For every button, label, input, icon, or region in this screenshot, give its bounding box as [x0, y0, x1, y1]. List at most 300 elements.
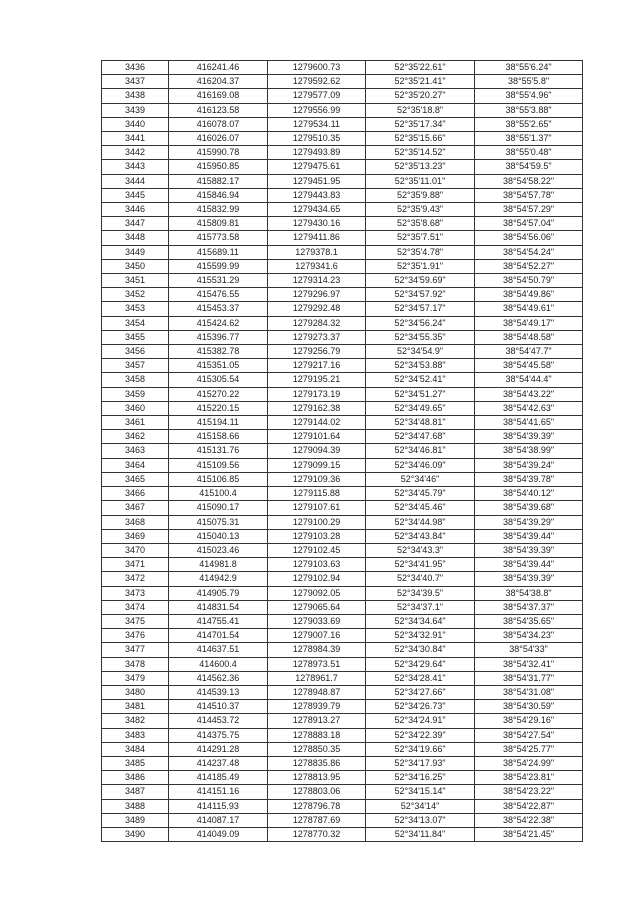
longitude-cell: 38°54'40.12" — [475, 487, 583, 501]
y-coordinate-cell: 1279217.16 — [268, 359, 366, 373]
point-number-cell: 3475 — [102, 614, 169, 628]
longitude-cell: 38°54'48.58" — [475, 330, 583, 344]
latitude-cell: 52°34'45.46" — [366, 501, 475, 515]
y-coordinate-cell: 1279556.99 — [268, 103, 366, 117]
longitude-cell: 38°55'0.48" — [475, 146, 583, 160]
latitude-cell: 52°34'54.9" — [366, 345, 475, 359]
longitude-cell: 38°54'31.08" — [475, 685, 583, 699]
x-coordinate-cell: 416169.08 — [169, 89, 268, 103]
point-number-cell: 3437 — [102, 75, 169, 89]
longitude-cell: 38°54'54.24" — [475, 245, 583, 259]
y-coordinate-cell: 1279296.97 — [268, 288, 366, 302]
longitude-cell: 38°54'39.78" — [475, 472, 583, 486]
x-coordinate-cell: 415453.37 — [169, 302, 268, 316]
y-coordinate-cell: 1279033.69 — [268, 614, 366, 628]
table-row — [102, 643, 583, 657]
point-number-cell: 3455 — [102, 330, 169, 344]
x-coordinate-cell: 416241.46 — [169, 61, 268, 75]
table-row — [102, 657, 583, 671]
latitude-cell: 52°34'16.25" — [366, 771, 475, 785]
point-number-cell: 3440 — [102, 117, 169, 131]
x-coordinate-cell: 415689.11 — [169, 245, 268, 259]
point-number-cell: 3448 — [102, 231, 169, 245]
latitude-cell: 52°34'46" — [366, 472, 475, 486]
x-coordinate-cell: 415023.46 — [169, 543, 268, 557]
point-number-cell: 3487 — [102, 785, 169, 799]
y-coordinate-cell: 1279341.6 — [268, 259, 366, 273]
latitude-cell: 52°35'7.51" — [366, 231, 475, 245]
longitude-cell: 38°54'57.29" — [475, 203, 583, 217]
x-coordinate-cell: 416204.37 — [169, 75, 268, 89]
longitude-cell: 38°54'41.65" — [475, 416, 583, 430]
longitude-cell: 38°54'57.04" — [475, 217, 583, 231]
y-coordinate-cell: 1279256.79 — [268, 345, 366, 359]
longitude-cell: 38°54'39.39" — [475, 430, 583, 444]
latitude-cell: 52°34'46.09" — [366, 458, 475, 472]
longitude-cell: 38°54'27.54" — [475, 728, 583, 742]
x-coordinate-cell: 415809.81 — [169, 217, 268, 231]
longitude-cell: 38°54'30.59" — [475, 700, 583, 714]
longitude-cell: 38°54'38.8" — [475, 586, 583, 600]
longitude-cell: 38°54'32.41" — [475, 657, 583, 671]
table-row — [102, 515, 583, 529]
y-coordinate-cell: 1278796.78 — [268, 799, 366, 813]
latitude-cell: 52°34'37.1" — [366, 600, 475, 614]
point-number-cell: 3467 — [102, 501, 169, 515]
y-coordinate-cell: 1279162.38 — [268, 401, 366, 415]
longitude-cell: 38°54'49.17" — [475, 316, 583, 330]
x-coordinate-cell: 415382.78 — [169, 345, 268, 359]
longitude-cell: 38°54'47.7" — [475, 345, 583, 359]
latitude-cell: 52°34'59.69" — [366, 274, 475, 288]
table-row — [102, 117, 583, 131]
x-coordinate-cell: 415305.54 — [169, 373, 268, 387]
table-row — [102, 174, 583, 188]
y-coordinate-cell: 1278984.39 — [268, 643, 366, 657]
latitude-cell: 52°35'13.23" — [366, 160, 475, 174]
point-number-cell: 3457 — [102, 359, 169, 373]
table-row — [102, 813, 583, 827]
table-row — [102, 785, 583, 799]
point-number-cell: 3463 — [102, 444, 169, 458]
point-number-cell: 3477 — [102, 643, 169, 657]
point-number-cell: 3447 — [102, 217, 169, 231]
table-row — [102, 487, 583, 501]
point-number-cell: 3464 — [102, 458, 169, 472]
table-row — [102, 316, 583, 330]
table-row — [102, 756, 583, 770]
point-number-cell: 3476 — [102, 629, 169, 643]
table-row — [102, 558, 583, 572]
x-coordinate-cell: 415106.85 — [169, 472, 268, 486]
y-coordinate-cell: 1279443.83 — [268, 188, 366, 202]
latitude-cell: 52°34'45.79" — [366, 487, 475, 501]
x-coordinate-cell: 415773.58 — [169, 231, 268, 245]
y-coordinate-cell: 1278939.79 — [268, 700, 366, 714]
table-row — [102, 61, 583, 75]
y-coordinate-cell: 1279284.32 — [268, 316, 366, 330]
longitude-cell: 38°54'52.27" — [475, 259, 583, 273]
table-row — [102, 288, 583, 302]
latitude-cell: 52°34'14" — [366, 799, 475, 813]
table-row — [102, 387, 583, 401]
y-coordinate-cell: 1279065.64 — [268, 600, 366, 614]
table-row — [102, 572, 583, 586]
longitude-cell: 38°54'34.23" — [475, 629, 583, 643]
table-row — [102, 799, 583, 813]
table-row — [102, 203, 583, 217]
latitude-cell: 52°34'13.07" — [366, 813, 475, 827]
latitude-cell: 52°35'8.68" — [366, 217, 475, 231]
y-coordinate-cell: 1279314.23 — [268, 274, 366, 288]
longitude-cell: 38°55'4.96" — [475, 89, 583, 103]
y-coordinate-cell: 1278883.18 — [268, 728, 366, 742]
y-coordinate-cell: 1279273.37 — [268, 330, 366, 344]
x-coordinate-cell: 415424.62 — [169, 316, 268, 330]
longitude-cell: 38°54'57.78" — [475, 188, 583, 202]
point-number-cell: 3486 — [102, 771, 169, 785]
point-number-cell: 3461 — [102, 416, 169, 430]
point-number-cell: 3489 — [102, 813, 169, 827]
point-number-cell: 3452 — [102, 288, 169, 302]
longitude-cell: 38°55'3.88" — [475, 103, 583, 117]
x-coordinate-cell: 415950.85 — [169, 160, 268, 174]
x-coordinate-cell: 414087.17 — [169, 813, 268, 827]
x-coordinate-cell: 415090.17 — [169, 501, 268, 515]
y-coordinate-cell: 1278813.95 — [268, 771, 366, 785]
x-coordinate-cell: 415075.31 — [169, 515, 268, 529]
longitude-cell: 38°54'37.37" — [475, 600, 583, 614]
x-coordinate-cell: 414905.79 — [169, 586, 268, 600]
x-coordinate-cell: 415351.05 — [169, 359, 268, 373]
point-number-cell: 3456 — [102, 345, 169, 359]
point-number-cell: 3484 — [102, 742, 169, 756]
table-row — [102, 671, 583, 685]
x-coordinate-cell: 416078.07 — [169, 117, 268, 131]
x-coordinate-cell: 415109.56 — [169, 458, 268, 472]
point-number-cell: 3468 — [102, 515, 169, 529]
point-number-cell: 3436 — [102, 61, 169, 75]
point-number-cell: 3444 — [102, 174, 169, 188]
latitude-cell: 52°34'43.3" — [366, 543, 475, 557]
x-coordinate-cell: 414049.09 — [169, 827, 268, 841]
x-coordinate-cell: 414755.41 — [169, 614, 268, 628]
y-coordinate-cell: 1279109.36 — [268, 472, 366, 486]
y-coordinate-cell: 1279100.29 — [268, 515, 366, 529]
longitude-cell: 38°54'25.77" — [475, 742, 583, 756]
latitude-cell: 52°34'28.41" — [366, 671, 475, 685]
latitude-cell: 52°34'40.7" — [366, 572, 475, 586]
y-coordinate-cell: 1279115.88 — [268, 487, 366, 501]
longitude-cell: 38°54'43.22" — [475, 387, 583, 401]
longitude-cell: 38°54'50.79" — [475, 274, 583, 288]
point-number-cell: 3462 — [102, 430, 169, 444]
x-coordinate-cell: 416026.07 — [169, 132, 268, 146]
y-coordinate-cell: 1279378.1 — [268, 245, 366, 259]
table-row — [102, 714, 583, 728]
point-number-cell: 3450 — [102, 259, 169, 273]
y-coordinate-cell: 1279144.02 — [268, 416, 366, 430]
latitude-cell: 52°34'22.39" — [366, 728, 475, 742]
point-number-cell: 3460 — [102, 401, 169, 415]
point-number-cell: 3488 — [102, 799, 169, 813]
x-coordinate-cell: 415832.99 — [169, 203, 268, 217]
longitude-cell: 38°54'39.39" — [475, 572, 583, 586]
table-row — [102, 529, 583, 543]
x-coordinate-cell: 414600.4 — [169, 657, 268, 671]
latitude-cell: 52°35'18.8" — [366, 103, 475, 117]
latitude-cell: 52°34'26.73" — [366, 700, 475, 714]
longitude-cell: 38°54'31.77" — [475, 671, 583, 685]
y-coordinate-cell: 1279099.15 — [268, 458, 366, 472]
table-row — [102, 132, 583, 146]
longitude-cell: 38°54'44.4" — [475, 373, 583, 387]
table-row — [102, 401, 583, 415]
longitude-cell: 38°54'39.24" — [475, 458, 583, 472]
latitude-cell: 52°34'19.66" — [366, 742, 475, 756]
point-number-cell: 3479 — [102, 671, 169, 685]
point-number-cell: 3472 — [102, 572, 169, 586]
x-coordinate-cell: 414701.54 — [169, 629, 268, 643]
y-coordinate-cell: 1278850.35 — [268, 742, 366, 756]
table-row — [102, 274, 583, 288]
y-coordinate-cell: 1279451.95 — [268, 174, 366, 188]
point-number-cell: 3441 — [102, 132, 169, 146]
x-coordinate-cell: 414831.54 — [169, 600, 268, 614]
x-coordinate-cell: 415131.76 — [169, 444, 268, 458]
longitude-cell: 38°54'49.86" — [475, 288, 583, 302]
latitude-cell: 52°35'9.43" — [366, 203, 475, 217]
y-coordinate-cell: 1278787.69 — [268, 813, 366, 827]
longitude-cell: 38°54'39.68" — [475, 501, 583, 515]
longitude-cell: 38°54'33" — [475, 643, 583, 657]
table-row — [102, 217, 583, 231]
y-coordinate-cell: 1279577.09 — [268, 89, 366, 103]
latitude-cell: 52°34'24.91" — [366, 714, 475, 728]
y-coordinate-cell: 1279102.94 — [268, 572, 366, 586]
point-number-cell: 3458 — [102, 373, 169, 387]
y-coordinate-cell: 1279592.62 — [268, 75, 366, 89]
latitude-cell: 52°34'57.92" — [366, 288, 475, 302]
longitude-cell: 38°54'56.06" — [475, 231, 583, 245]
table-row — [102, 146, 583, 160]
x-coordinate-cell: 415846.94 — [169, 188, 268, 202]
point-number-cell: 3438 — [102, 89, 169, 103]
x-coordinate-cell: 414981.8 — [169, 558, 268, 572]
table-row — [102, 700, 583, 714]
latitude-cell: 52°34'29.64" — [366, 657, 475, 671]
longitude-cell: 38°55'2.65" — [475, 117, 583, 131]
x-coordinate-cell: 415220.15 — [169, 401, 268, 415]
x-coordinate-cell: 414510.37 — [169, 700, 268, 714]
latitude-cell: 52°35'1.91" — [366, 259, 475, 273]
latitude-cell: 52°34'15.14" — [366, 785, 475, 799]
point-number-cell: 3471 — [102, 558, 169, 572]
longitude-cell: 38°54'58.22" — [475, 174, 583, 188]
x-coordinate-cell: 414637.51 — [169, 643, 268, 657]
point-number-cell: 3482 — [102, 714, 169, 728]
longitude-cell: 38°54'23.81" — [475, 771, 583, 785]
point-number-cell: 3445 — [102, 188, 169, 202]
longitude-cell: 38°55'6.24" — [475, 61, 583, 75]
point-number-cell: 3474 — [102, 600, 169, 614]
table-row — [102, 188, 583, 202]
longitude-cell: 38°54'35.65" — [475, 614, 583, 628]
longitude-cell: 38°54'39.29" — [475, 515, 583, 529]
x-coordinate-cell: 415270.22 — [169, 387, 268, 401]
y-coordinate-cell: 1279510.35 — [268, 132, 366, 146]
table-row — [102, 345, 583, 359]
x-coordinate-cell: 415158.66 — [169, 430, 268, 444]
latitude-cell: 52°35'9.88" — [366, 188, 475, 202]
longitude-cell: 38°54'22.38" — [475, 813, 583, 827]
y-coordinate-cell: 1279102.45 — [268, 543, 366, 557]
x-coordinate-cell: 416123.58 — [169, 103, 268, 117]
x-coordinate-cell: 414291.28 — [169, 742, 268, 756]
longitude-cell: 38°54'59.5" — [475, 160, 583, 174]
longitude-cell: 38°54'39.39" — [475, 543, 583, 557]
longitude-cell: 38°54'22.87" — [475, 799, 583, 813]
longitude-cell: 38°54'29.16" — [475, 714, 583, 728]
point-number-cell: 3459 — [102, 387, 169, 401]
table-row — [102, 614, 583, 628]
point-number-cell: 3481 — [102, 700, 169, 714]
x-coordinate-cell: 414115.93 — [169, 799, 268, 813]
latitude-cell: 52°34'57.17" — [366, 302, 475, 316]
latitude-cell: 52°34'17.93" — [366, 756, 475, 770]
point-number-cell: 3483 — [102, 728, 169, 742]
longitude-cell: 38°54'49.61" — [475, 302, 583, 316]
latitude-cell: 52°35'14.52" — [366, 146, 475, 160]
longitude-cell: 38°55'5.8" — [475, 75, 583, 89]
y-coordinate-cell: 1279107.61 — [268, 501, 366, 515]
y-coordinate-cell: 1279094.39 — [268, 444, 366, 458]
longitude-cell: 38°55'1.37" — [475, 132, 583, 146]
y-coordinate-cell: 1279493.89 — [268, 146, 366, 160]
latitude-cell: 52°35'4.78" — [366, 245, 475, 259]
latitude-cell: 52°34'27.66" — [366, 685, 475, 699]
table-row — [102, 231, 583, 245]
latitude-cell: 52°34'51.27" — [366, 387, 475, 401]
table-row — [102, 543, 583, 557]
y-coordinate-cell: 1278913.27 — [268, 714, 366, 728]
y-coordinate-cell: 1279434.65 — [268, 203, 366, 217]
x-coordinate-cell: 415100.4 — [169, 487, 268, 501]
y-coordinate-cell: 1278770.32 — [268, 827, 366, 841]
table-row — [102, 302, 583, 316]
point-number-cell: 3465 — [102, 472, 169, 486]
x-coordinate-cell: 415882.17 — [169, 174, 268, 188]
y-coordinate-cell: 1278961.7 — [268, 671, 366, 685]
x-coordinate-cell: 415040.13 — [169, 529, 268, 543]
latitude-cell: 52°35'20.27" — [366, 89, 475, 103]
point-number-cell: 3466 — [102, 487, 169, 501]
x-coordinate-cell: 415396.77 — [169, 330, 268, 344]
point-number-cell: 3446 — [102, 203, 169, 217]
x-coordinate-cell: 414539.13 — [169, 685, 268, 699]
longitude-cell: 38°54'39.44" — [475, 558, 583, 572]
table-row — [102, 89, 583, 103]
point-number-cell: 3454 — [102, 316, 169, 330]
table-row — [102, 259, 583, 273]
longitude-cell: 38°54'21.45" — [475, 827, 583, 841]
table-row — [102, 359, 583, 373]
table-row — [102, 430, 583, 444]
y-coordinate-cell: 1279292.48 — [268, 302, 366, 316]
point-number-cell: 3439 — [102, 103, 169, 117]
y-coordinate-cell: 1279195.21 — [268, 373, 366, 387]
point-number-cell: 3478 — [102, 657, 169, 671]
latitude-cell: 52°35'21.41" — [366, 75, 475, 89]
point-number-cell: 3485 — [102, 756, 169, 770]
table-row — [102, 600, 583, 614]
x-coordinate-cell: 415599.99 — [169, 259, 268, 273]
latitude-cell: 52°34'11.84" — [366, 827, 475, 841]
table-row — [102, 728, 583, 742]
table-row — [102, 472, 583, 486]
latitude-cell: 52°34'46.81" — [366, 444, 475, 458]
longitude-cell: 38°54'42.63" — [475, 401, 583, 415]
y-coordinate-cell: 1279600.73 — [268, 61, 366, 75]
table-row — [102, 75, 583, 89]
point-number-cell: 3469 — [102, 529, 169, 543]
point-number-cell: 3473 — [102, 586, 169, 600]
latitude-cell: 52°34'55.35" — [366, 330, 475, 344]
x-coordinate-cell: 415531.29 — [169, 274, 268, 288]
x-coordinate-cell: 414942.9 — [169, 572, 268, 586]
table-row — [102, 827, 583, 841]
point-number-cell: 3480 — [102, 685, 169, 699]
point-number-cell: 3443 — [102, 160, 169, 174]
latitude-cell: 52°34'34.64" — [366, 614, 475, 628]
x-coordinate-cell: 414151.16 — [169, 785, 268, 799]
latitude-cell: 52°35'22.61" — [366, 61, 475, 75]
longitude-cell: 38°54'45.58" — [475, 359, 583, 373]
y-coordinate-cell: 1279103.63 — [268, 558, 366, 572]
latitude-cell: 52°34'32.91" — [366, 629, 475, 643]
x-coordinate-cell: 415194.11 — [169, 416, 268, 430]
y-coordinate-cell: 1278835.86 — [268, 756, 366, 770]
latitude-cell: 52°34'48.81" — [366, 416, 475, 430]
point-number-cell: 3453 — [102, 302, 169, 316]
x-coordinate-cell: 414453.72 — [169, 714, 268, 728]
y-coordinate-cell: 1279475.61 — [268, 160, 366, 174]
table-row — [102, 629, 583, 643]
table-row — [102, 586, 583, 600]
coordinates-table — [101, 60, 583, 842]
y-coordinate-cell: 1279430.16 — [268, 217, 366, 231]
latitude-cell: 52°34'30.84" — [366, 643, 475, 657]
x-coordinate-cell: 414562.36 — [169, 671, 268, 685]
x-coordinate-cell: 415476.55 — [169, 288, 268, 302]
point-number-cell: 3449 — [102, 245, 169, 259]
y-coordinate-cell: 1279534.11 — [268, 117, 366, 131]
longitude-cell: 38°54'23.22" — [475, 785, 583, 799]
longitude-cell: 38°54'24.99" — [475, 756, 583, 770]
latitude-cell: 52°34'39.5" — [366, 586, 475, 600]
table-row — [102, 373, 583, 387]
y-coordinate-cell: 1279103.28 — [268, 529, 366, 543]
table-row — [102, 416, 583, 430]
table-row — [102, 160, 583, 174]
x-coordinate-cell: 414237.48 — [169, 756, 268, 770]
y-coordinate-cell: 1279101.64 — [268, 430, 366, 444]
table-row — [102, 742, 583, 756]
latitude-cell: 52°34'44.98" — [366, 515, 475, 529]
point-number-cell: 3470 — [102, 543, 169, 557]
latitude-cell: 52°35'11.01" — [366, 174, 475, 188]
coordinates-table-body — [102, 61, 583, 842]
